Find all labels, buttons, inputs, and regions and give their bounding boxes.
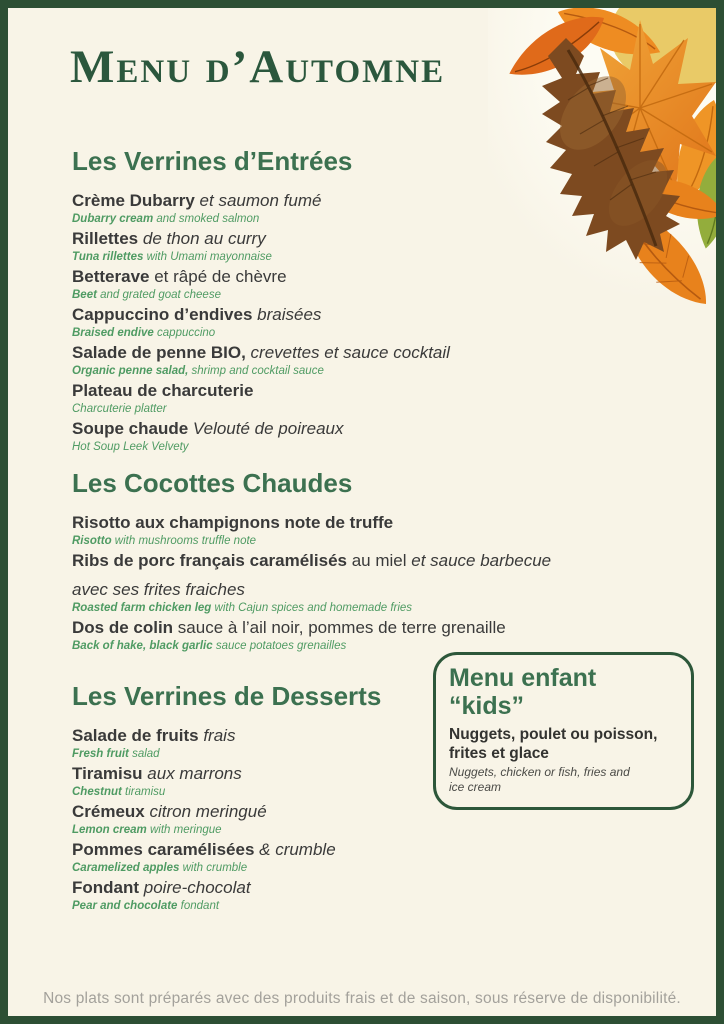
dish-detail-italic: braisées [252,305,322,324]
translation-regular: with crumble [179,862,248,874]
menu-item [72,418,672,454]
dish-translation [72,861,672,875]
dish-detail-italic: & crumble [254,840,336,859]
translation-regular: with mushrooms truffle note [111,535,257,547]
translation-regular: tiramisu [121,786,166,798]
dish-name: Dos de colin [72,618,174,637]
dish-detail-italic: frais [198,726,236,745]
kids-menu-description: Nuggets, poulet ou poisson, frites et glace [449,726,658,762]
translation-regular: sauce potatoes grenailles [212,640,347,652]
section-cocottes [72,468,672,653]
dish-detail-italic: crevettes et sauce cocktail [245,343,450,362]
dish-translation [72,440,672,454]
dish-detail-italic: de thon au curry [138,229,266,248]
dish-translation [72,364,672,378]
dish-name: Salade de penne BIO, [72,343,246,362]
dish-name: Rillettes [72,229,139,248]
translation-regular: salad [128,748,160,760]
translation-bold: Braised endive [72,327,154,339]
dish-name: Cappuccino d’endives [72,305,253,324]
kids-menu-box [433,652,694,810]
menu-item [72,877,672,913]
dish-line [72,512,672,533]
menu-item [72,342,672,378]
dish-detail-italic: poire-chocolat [139,878,251,897]
translation-regular: with Umami mayonnaise [143,251,272,263]
dish-line [72,550,672,571]
translation-bold: Caramelized apples [72,862,180,874]
translation-regular: and grated goat cheese [96,289,221,301]
dish-name: Salade de fruits [72,726,199,745]
translation-regular: shrimp and cocktail sauce [188,365,324,377]
kids-menu-title: Menu enfant “kids” [449,664,597,720]
section-heading-desserts: Les Verrines de Desserts [72,681,382,711]
translation-regular: cappuccino [153,327,216,339]
dish-translation [72,899,672,913]
dish-detail: sauce à l’ail noir, pommes de terre grenaille [173,618,506,637]
dish-name: Tiramisu [72,764,143,783]
translation-bold: Risotto [72,535,112,547]
dish-name: Risotto aux champignons note de truffe [72,513,394,532]
translation-regular: Charcuterie platter [72,403,167,415]
translation-bold: Tuna rillettes [72,251,144,263]
dish-name: Crème Dubarry [72,191,195,210]
dish-name: Crémeux [72,802,145,821]
translation-bold: Beet [72,289,97,301]
menu-item [72,839,672,875]
kids-menu-translation: Nuggets, chicken or fish, fries and ice cream [449,765,630,795]
dish-name: Fondant [72,878,140,897]
translation-bold: Roasted farm chicken leg [72,602,212,614]
translation-regular: with meringue [146,824,222,836]
dish-line [72,342,672,363]
dish-name: Betterave [72,267,150,286]
menu-item [72,550,672,615]
dish-line [72,617,672,638]
section-heading-cocottes: Les Cocottes Chaudes [72,468,353,498]
autumn-leaves-icon [488,8,716,308]
page-title: Menu d’Automne [70,41,446,93]
dish-detail: au miel [346,551,412,570]
dish-translation [72,823,672,837]
dish-detail: et râpé de chèvre [149,267,287,286]
translation-bold: Fresh fruit [72,748,129,760]
dish-detail-italic: et saumon fumé [194,191,322,210]
menu-item [72,617,672,653]
dish-name: Soupe chaude [72,419,189,438]
dish-line [72,877,672,898]
translation-bold: Back of hake, black garlic [72,640,213,652]
dish-detail-italic: et sauce barbecue [411,551,552,570]
dish-name: Ribs de porc français caramélisés [72,551,347,570]
dish-translation [72,639,672,653]
section-heading-entrees: Les Verrines d’Entrées [72,146,353,176]
footer-note: Nos plats sont préparés avec des produits frais et de saison, sous réserve de disponibilité. [43,989,681,1007]
translation-bold: Organic penne salad, [72,365,189,377]
menu-item [72,512,672,548]
dish-translation [72,534,672,548]
translation-bold: Lemon cream [72,824,147,836]
dish-name: Pommes caramélisées [72,840,255,859]
translation-regular: fondant [177,900,220,912]
dish-translation [72,402,672,416]
dish-detail-italic: aux marrons [142,764,242,783]
translation-bold: Chestnut [72,786,122,798]
dish-translation [72,326,672,340]
dish-detail-italic: Velouté de poireaux [188,419,344,438]
dish-line [72,380,672,401]
dish-translation [72,601,672,615]
dish-line [72,839,672,860]
translation-bold: Pear and chocolate [72,900,178,912]
dish-line-2: avec ses frites fraiches [72,580,245,599]
dish-name: Plateau de charcuterie [72,381,254,400]
translation-regular: and smoked salmon [153,213,260,225]
translation-regular: with Cajun spices and homemade fries [211,602,413,614]
translation-regular: Hot Soup Leek Velvety [72,441,189,453]
menu-item [72,304,672,340]
dish-line [72,418,672,439]
translation-bold: Dubarry cream [72,213,154,225]
menu-item [72,380,672,416]
dish-detail-italic: citron meringué [144,802,267,821]
